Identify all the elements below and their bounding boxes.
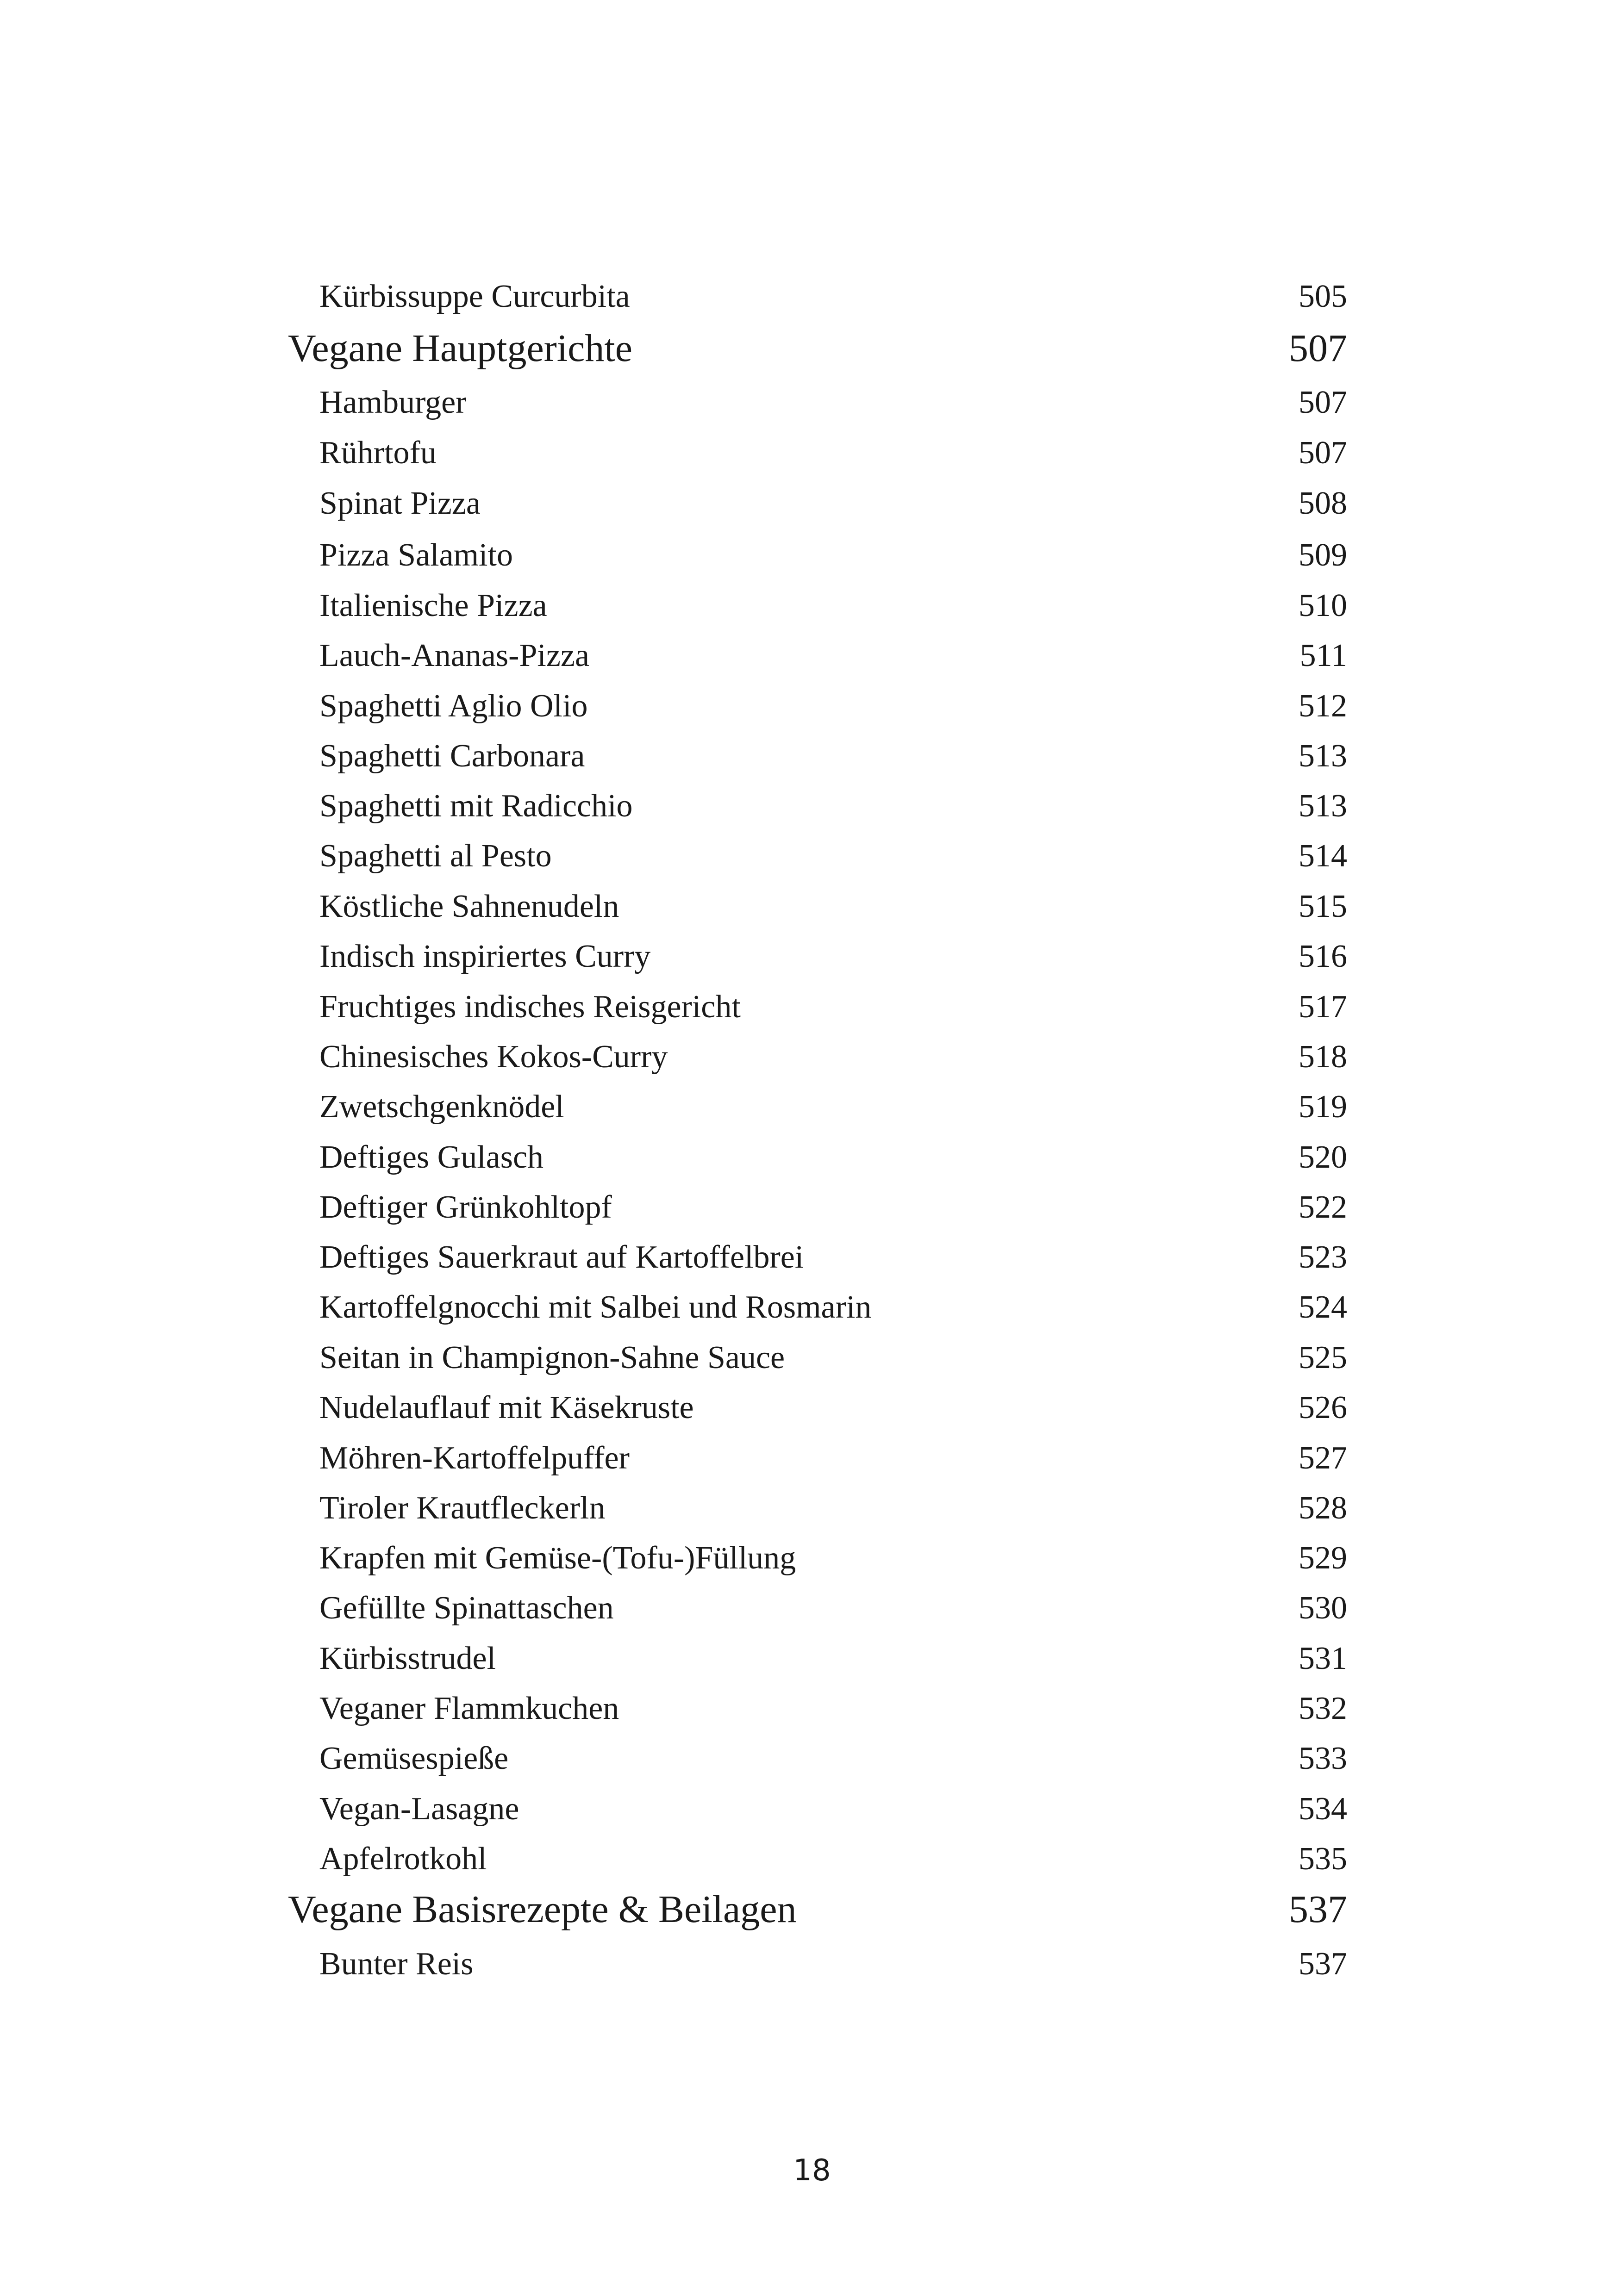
toc-entry-title: Veganer Flammkuchen <box>319 1691 619 1726</box>
page-number: 18 <box>793 2153 831 2188</box>
toc-entry-title: Kartoffelgnocchi mit Salbei und Rosmarin <box>319 1289 872 1325</box>
toc-entry-title: Kürbissuppe Curcurbita <box>319 279 630 314</box>
toc-entry-title: Deftiger Grünkohltopf <box>319 1189 612 1225</box>
toc-entry-title: Rührtofu <box>319 435 437 471</box>
toc-entry-page: 520 <box>1299 1139 1347 1175</box>
toc-entry-page: 518 <box>1299 1039 1347 1075</box>
toc-entry-title: Vegan-Lasagne <box>319 1791 519 1827</box>
toc-entry-title: Spaghetti al Pesto <box>319 838 552 874</box>
toc-entry-title: Italienische Pizza <box>319 588 547 623</box>
toc-entry-page: 510 <box>1299 588 1347 623</box>
toc-entry-title: Tiroler Krautfleckerln <box>319 1490 606 1526</box>
toc-section-page: 537 <box>1289 1888 1347 1931</box>
toc-entry-page: 513 <box>1299 788 1347 824</box>
toc-entry-page: 528 <box>1299 1490 1347 1526</box>
toc-section-title: Vegane Basisrezepte & Beilagen <box>288 1888 797 1931</box>
toc-entry-title: Hamburger <box>319 385 467 420</box>
toc-entry-page: 534 <box>1299 1791 1347 1827</box>
toc-entry-page: 511 <box>1299 638 1347 673</box>
toc-entry-title: Gemüsespieße <box>319 1741 509 1776</box>
toc-entry-title: Pizza Salamito <box>319 537 513 573</box>
toc-entry-page: 516 <box>1299 939 1347 974</box>
toc-entry-title: Köstliche Sahnenudeln <box>319 889 619 924</box>
toc-entry-page: 509 <box>1299 537 1347 573</box>
toc-entry-title: Gefüllte Spinattaschen <box>319 1590 614 1626</box>
toc-entry-title: Spaghetti Aglio Olio <box>319 688 588 724</box>
toc-entry-page: 507 <box>1299 385 1347 420</box>
toc-entry-page: 533 <box>1299 1741 1347 1776</box>
toc-entry-page: 519 <box>1299 1089 1347 1125</box>
toc-entry-title: Indisch inspiriertes Curry <box>319 939 651 974</box>
toc-entry-page: 513 <box>1299 738 1347 774</box>
toc-entry-page: 505 <box>1299 279 1347 314</box>
toc-entry-page: 525 <box>1299 1340 1347 1375</box>
toc-entry-page: 522 <box>1299 1189 1347 1225</box>
toc-entry-page: 508 <box>1299 485 1347 521</box>
toc-entry-page: 512 <box>1299 688 1347 724</box>
toc-entry-page: 535 <box>1299 1841 1347 1877</box>
toc-entry-title: Deftiges Sauerkraut auf Kartoffelbrei <box>319 1239 804 1275</box>
toc-entry-title: Bunter Reis <box>319 1946 474 1982</box>
toc-entry-page: 517 <box>1299 989 1347 1025</box>
toc-entry-title: Spinat Pizza <box>319 485 481 521</box>
toc-entry-title: Seitan in Champignon-Sahne Sauce <box>319 1340 785 1375</box>
toc-entry-page: 532 <box>1299 1691 1347 1726</box>
toc-entry-page: 514 <box>1299 838 1347 874</box>
toc-entry-title: Chinesisches Kokos-Curry <box>319 1039 668 1075</box>
toc-section-page: 507 <box>1289 327 1347 370</box>
toc-entry-page: 523 <box>1299 1239 1347 1275</box>
toc-entry-page: 537 <box>1299 1946 1347 1982</box>
toc-entry-page: 507 <box>1299 435 1347 471</box>
toc-entry-page: 529 <box>1299 1540 1347 1576</box>
toc-entry-title: Möhren-Kartoffelpuffer <box>319 1440 630 1476</box>
toc-section-title: Vegane Hauptgerichte <box>288 327 632 370</box>
toc-entry-title: Lauch-Ananas-Pizza <box>319 638 590 673</box>
toc-entry-page: 526 <box>1299 1390 1347 1425</box>
toc-entry-title: Fruchtiges indisches Reisgericht <box>319 989 741 1025</box>
toc-entry-title: Krapfen mit Gemüse-(Tofu-)Füllung <box>319 1540 796 1576</box>
toc-entry-title: Spaghetti Carbonara <box>319 738 585 774</box>
toc-entry-title: Nudelauflauf mit Käsekruste <box>319 1390 694 1425</box>
toc-entry-title: Apfelrotkohl <box>319 1841 487 1877</box>
toc-entry-page: 530 <box>1299 1590 1347 1626</box>
toc-entry-page: 515 <box>1299 889 1347 924</box>
toc-entry-page: 527 <box>1299 1440 1347 1476</box>
toc-entry-page: 524 <box>1299 1289 1347 1325</box>
toc-entry-title: Deftiges Gulasch <box>319 1139 544 1175</box>
toc-entry-title: Kürbisstrudel <box>319 1641 496 1676</box>
toc-entry-title: Zwetschgenknödel <box>319 1089 564 1125</box>
toc-entry-title: Spaghetti mit Radicchio <box>319 788 633 824</box>
toc-entry-page: 531 <box>1299 1641 1347 1676</box>
